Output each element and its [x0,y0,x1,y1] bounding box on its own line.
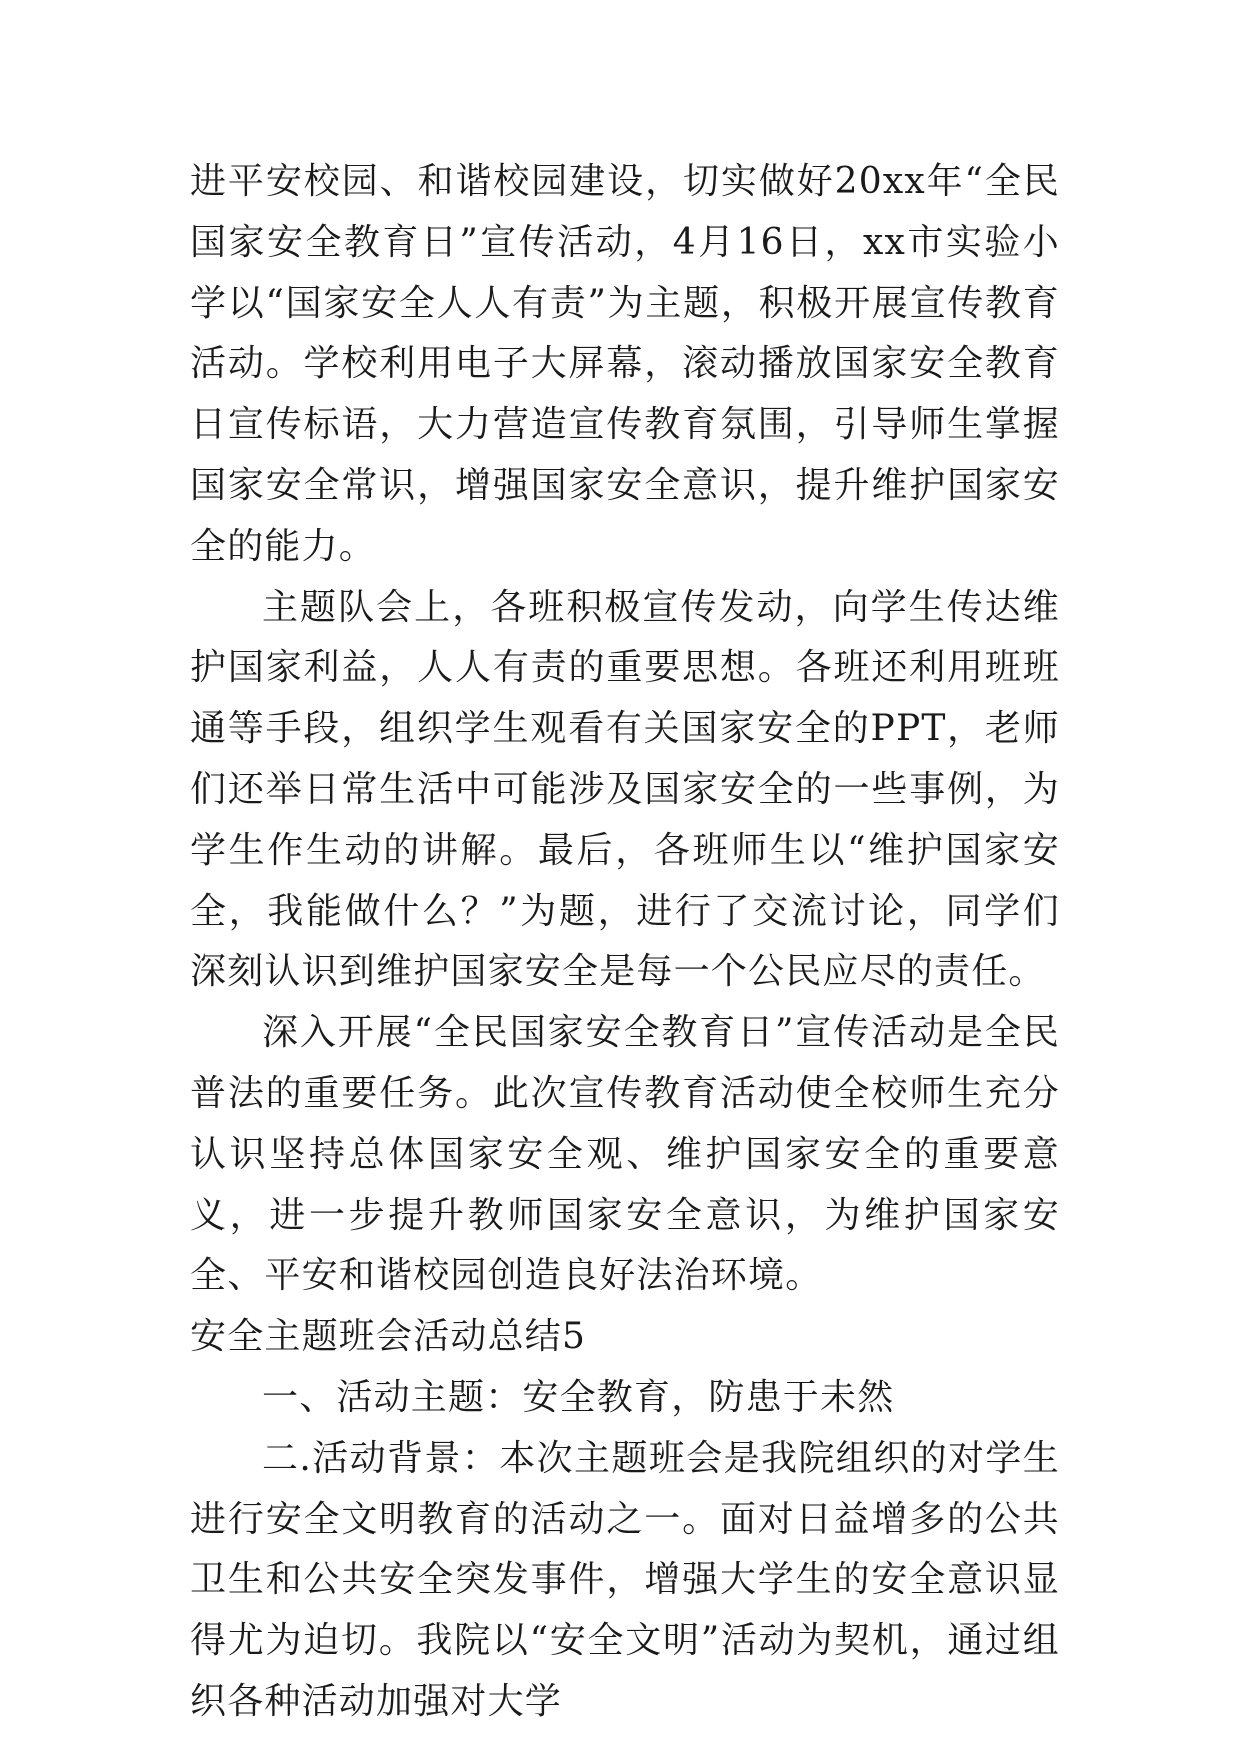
section-heading: 安全主题班会活动总结5 [190,1316,587,1358]
paragraph-continuation: 进平安校园、和谐校园建设，切实做好20xx年“全民国家安全教育日”宣传活动，4月16日，xx市实验小学以“国家安全人人有责”为主题，积极开展宣传教育活动。学校利用电子大屏幕，滚动播放国家安全教育日宣传标语，大力营造宣传教育氛围，引导师生掌握国家安全常识，增强国家安全意识，提升维护国家安全的能力。 [190,161,1060,567]
paragraph-activity-theme: 一、活动主题：安全教育，防患于未然 [262,1376,895,1418]
paragraph-activity-background: 二.活动背景：本次主题班会是我院组织的对学生进行安全文明教育的活动之一。面对日益增多的公共卫生和公共安全突发事件，增强大学生的安全意识显得尤为迫切。我院以“安全文明”活动为契机，通过组织各种活动加强对大学 [190,1437,1060,1722]
paragraph-conclusion: 深入开展“全民国家安全教育日”宣传活动是全民普法的重要任务。此次宣传教育活动使全校师生充分认识坚持总体国家安全观、维护国家安全的重要意义，进一步提升教师国家安全意识，为维护国家安全、平安和谐校园创造良好法治环境。 [190,1012,1060,1297]
document-page [190,152,1060,1733]
paragraph-class-meeting: 主题队会上，各班积极宣传发动，向学生传达维护国家利益，人人有责的重要思想。各班还利用班班通等手段，组织学生观看有关国家安全的PPT，老师们还举日常生活中可能涉及国家安全的一些事例，为学生作生动的讲解。最后，各班师生以“维护国家安全，我能做什么？”为题，进行了交流讨论，同学们深刻认识到维护国家安全是每一个公民应尽的责任。 [190,586,1060,993]
